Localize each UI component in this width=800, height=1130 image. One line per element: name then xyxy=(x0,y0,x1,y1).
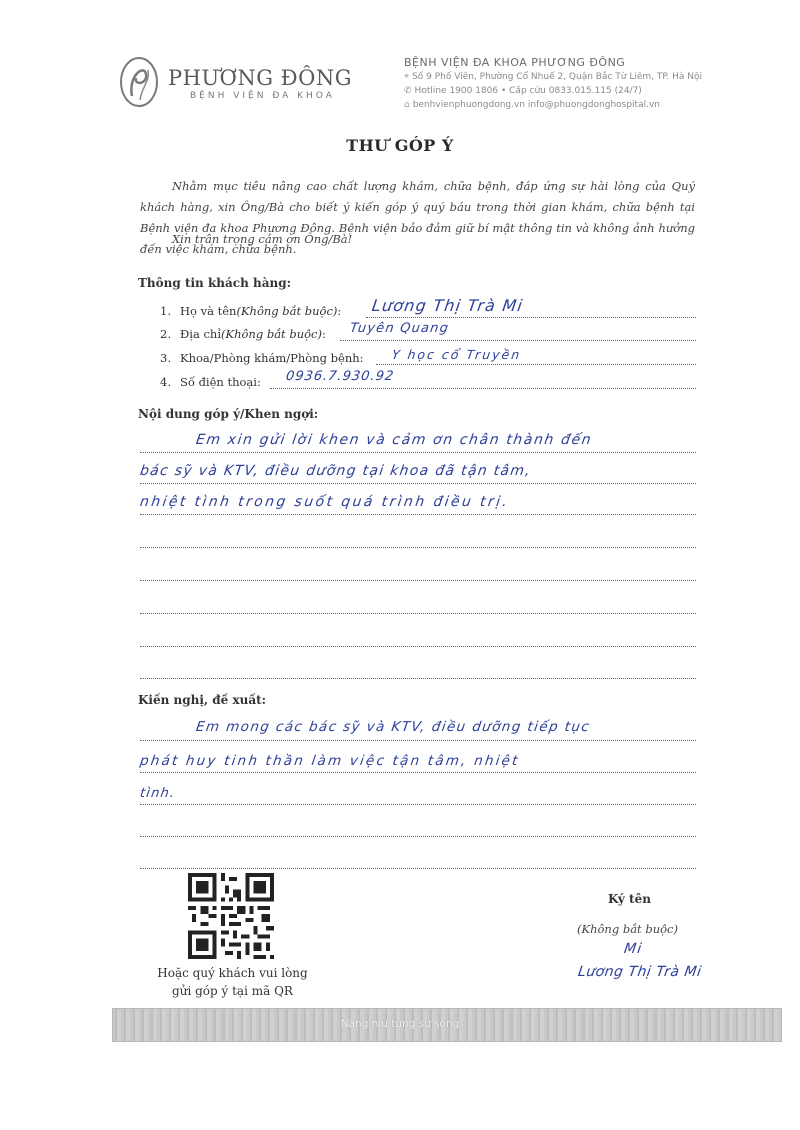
phone-icon: ✆ xyxy=(404,86,412,96)
field-name xyxy=(160,304,341,318)
address-text: Số 9 Phố Viên, Phường Cổ Nhuế 2, Quận Bắc Từ Liêm, TP. Hà Nội xyxy=(412,72,703,82)
feedback-heading: Nội dung góp ý/Khen ngợi: xyxy=(138,407,319,421)
feedback-line[interactable]: bác sỹ và KTV, điều dưỡng tại khoa đã tận tâm, xyxy=(138,463,533,479)
field-department xyxy=(160,351,364,365)
dotted-line xyxy=(140,646,696,647)
field-number: 1. xyxy=(160,304,171,318)
field-number: 2. xyxy=(160,327,171,341)
form-title: THƯ GÓP Ý xyxy=(346,136,454,155)
field-note: (Không bắt buộc) xyxy=(236,304,338,318)
address-value[interactable]: Tuyên Quang xyxy=(348,321,451,336)
department-value[interactable]: Y học cổ Truyền xyxy=(390,347,523,362)
suggestion-heading: Kiến nghị, đề xuất: xyxy=(138,693,267,707)
field-label: Khoa/Phòng khám/Phòng bệnh: xyxy=(180,351,364,365)
dotted-line xyxy=(140,868,696,869)
signature-name: Lương Thị Trà Mi xyxy=(576,964,703,980)
dotted-line xyxy=(140,804,696,805)
hospital-logo-icon xyxy=(118,56,160,108)
qr-caption-line: gửi góp ý tại mã QR xyxy=(172,984,293,998)
suggestion-line[interactable]: phát huy tinh thần làm việc tận tâm, nhiệt xyxy=(138,753,521,769)
field-colon: : xyxy=(337,304,342,318)
qr-code-icon[interactable] xyxy=(188,873,274,959)
brand-name: PHƯƠNG ĐÔNG xyxy=(168,66,352,90)
dotted-line xyxy=(140,772,696,773)
suggestion-line[interactable]: tình. xyxy=(138,786,177,801)
field-number: 3. xyxy=(160,351,171,365)
feedback-line[interactable]: Em xin gửi lời khen và cảm ơn chân thành đến xyxy=(194,432,594,448)
dotted-line xyxy=(140,452,696,453)
dotted-line xyxy=(140,483,696,484)
qr-caption xyxy=(140,964,325,1000)
name-value[interactable]: Lương Thị Trà Mi xyxy=(370,296,525,315)
footer-slogan: Nâng niu từng sự sống xyxy=(340,1018,460,1030)
dotted-line xyxy=(140,740,696,741)
dotted-line xyxy=(140,613,696,614)
dotted-line xyxy=(140,836,696,837)
suggestion-line[interactable]: Em mong các bác sỹ và KTV, điều dưỡng tiếp tục xyxy=(194,719,592,735)
web-line xyxy=(404,100,660,110)
location-pin-icon: ⌖ xyxy=(404,72,410,82)
brand-subtitle: BỆNH VIỆN ĐA KHOA xyxy=(190,91,335,101)
field-note: (Không bắt buộc) xyxy=(221,327,322,341)
qr-caption-line: Hoặc quý khách vui lòng xyxy=(157,966,308,980)
web-icon: ⌂ xyxy=(404,100,410,110)
field-address xyxy=(160,327,326,341)
dotted-line xyxy=(366,317,696,318)
web-text: benhvienphuongdong.vn info@phuongdonghospital.vn xyxy=(412,100,660,110)
field-phone xyxy=(160,375,261,389)
field-number: 4. xyxy=(160,375,171,389)
field-label: Địa chỉ xyxy=(180,327,221,341)
phone-value[interactable]: 0936.7.930.92 xyxy=(284,369,396,384)
field-label: Số điện thoại: xyxy=(180,375,261,389)
thanks-line: Xin trân trọng cảm ơn Ông/Bà! xyxy=(172,232,353,246)
signature-heading: Ký tên xyxy=(608,892,651,906)
intro-paragraph: Nhằm mục tiêu nâng cao chất lượng khám, chữa bệnh, đáp ứng sự hài lòng của Quý khách hàng, xin Ông/Bà cho biết ý kiến góp ý quý báu trong thời gian khám, chữa bệnh tại Bệnh viện đa khoa Phương Đông. Bệnh viện bảo đảm giữ bí mật thông tin và không ảnh hưởng đến việc khám, chữa bệnh. xyxy=(140,179,695,256)
hospital-name: BỆNH VIỆN ĐA KHOA PHƯƠNG ĐÔNG xyxy=(404,56,626,69)
field-label: Họ và tên xyxy=(180,304,237,318)
address-line xyxy=(404,72,702,82)
signature-mark: Mi xyxy=(622,941,644,957)
dotted-line xyxy=(340,340,696,341)
customer-info-heading: Thông tin khách hàng: xyxy=(138,276,292,290)
field-colon: : xyxy=(321,327,326,341)
dotted-line xyxy=(140,678,696,679)
dotted-line xyxy=(140,547,696,548)
hotline-line xyxy=(404,86,642,96)
dotted-line xyxy=(140,514,696,515)
dotted-line xyxy=(376,364,696,365)
dotted-line xyxy=(270,388,696,389)
feedback-line[interactable]: nhiệt tình trong suốt quá trình điều trị. xyxy=(138,494,511,510)
dotted-line xyxy=(140,580,696,581)
hotline-text: Hotline 1900 1806 • Cấp cứu 0833.015.115 (24/7) xyxy=(414,86,642,96)
signature-note: (Không bắt buộc) xyxy=(577,922,678,936)
